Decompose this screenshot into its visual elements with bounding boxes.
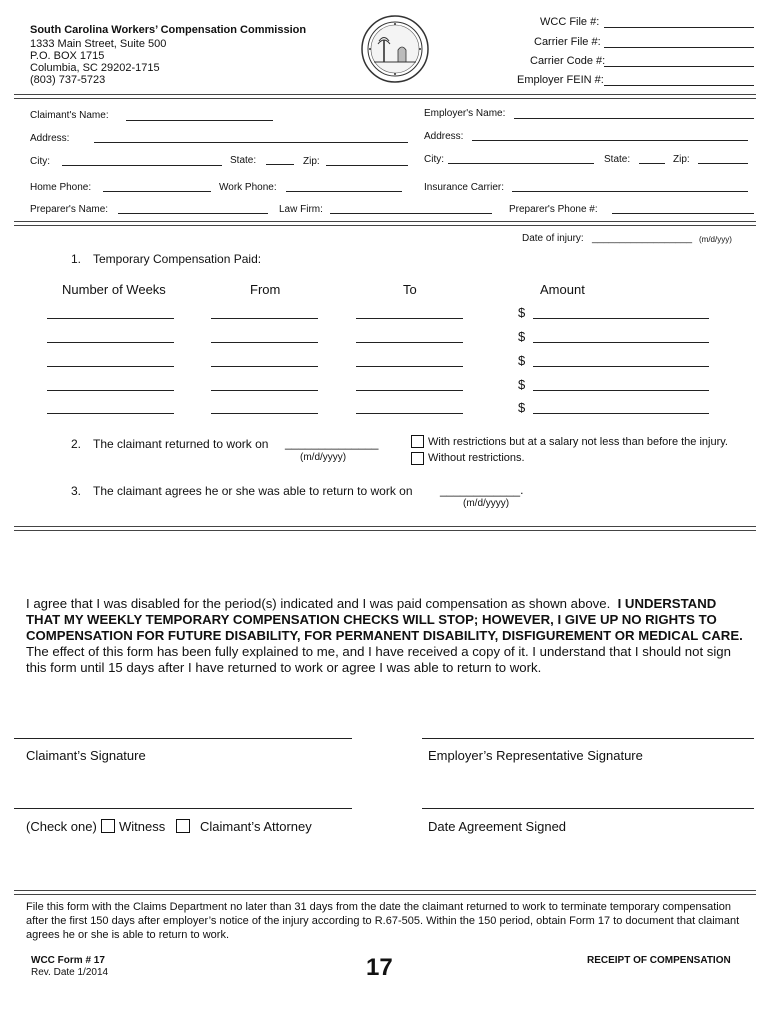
from-field-3[interactable] [211, 366, 318, 367]
section2-number: 2. [71, 437, 82, 451]
weeks-field-2[interactable] [47, 342, 174, 343]
agency-address-3: Columbia, SC 29202-1715 [30, 62, 160, 74]
employer-state-label: State: [604, 154, 631, 165]
section2-date-format: (m/d/yyyy) [300, 452, 347, 463]
to-field-5[interactable] [356, 413, 463, 414]
form-title: RECEIPT OF COMPENSATION [587, 955, 731, 966]
sections-divider [14, 526, 756, 531]
footer-divider [14, 890, 756, 895]
col-amount-header: Amount [540, 282, 585, 297]
with-restrictions-label: With restrictions but at a salary not less than before the injury. [428, 436, 728, 448]
from-field-2[interactable] [211, 342, 318, 343]
able-to-return-date-field[interactable]: ____________. [440, 483, 524, 497]
preparer-name-label: Preparer's Name: [30, 204, 109, 215]
date-of-injury-format: (m/d/yyy) [699, 235, 732, 244]
claimant-address-label: Address: [30, 133, 70, 144]
date-signed-line[interactable] [422, 808, 754, 809]
section3-number: 3. [71, 484, 82, 498]
employer-city-field[interactable] [448, 163, 594, 164]
claimant-signature-line[interactable] [14, 738, 352, 739]
wcc-file-field[interactable] [604, 27, 754, 28]
claimant-name-label: Claimant's Name: [30, 110, 109, 121]
carrier-code-label: Carrier Code #: [530, 55, 606, 67]
claimant-city-field[interactable] [62, 165, 222, 166]
section3-date-format: (m/d/yyyy) [463, 498, 510, 509]
law-firm-field[interactable] [330, 213, 492, 214]
weeks-field-5[interactable] [47, 413, 174, 414]
witness-label: Witness [119, 819, 166, 834]
employer-signature-label: Employer’s Representative Signature [428, 748, 643, 763]
claimant-zip-label: Zip: [303, 156, 320, 167]
section2-text: The claimant returned to work on [93, 437, 269, 451]
form-big-number: 17 [366, 954, 393, 981]
claimant-name-field[interactable] [126, 120, 273, 121]
claimant-address-field[interactable] [94, 142, 408, 143]
claimant-zip-field[interactable] [326, 165, 408, 166]
dollar-sign-5: $ [518, 400, 526, 415]
employer-name-field[interactable] [514, 118, 754, 119]
employer-address-field[interactable] [472, 140, 748, 141]
employer-signature-line[interactable] [422, 738, 754, 739]
claimant-state-label: State: [230, 155, 257, 166]
section1-number: 1. [71, 252, 82, 266]
to-field-4[interactable] [356, 390, 463, 391]
employer-fein-label: Employer FEIN #: [517, 74, 604, 86]
section3-text: The claimant agrees he or she was able to return to work on [93, 484, 413, 498]
preparer-phone-label: Preparer's Phone #: [509, 204, 598, 215]
date-of-injury-field[interactable]: __________________ [592, 233, 693, 244]
to-field-1[interactable] [356, 318, 463, 319]
amount-field-2[interactable] [533, 342, 709, 343]
form-number: WCC Form # 17 [31, 955, 105, 966]
preparer-name-field[interactable] [118, 213, 268, 214]
weeks-field-4[interactable] [47, 390, 174, 391]
from-field-4[interactable] [211, 390, 318, 391]
wcc-file-label: WCC File #: [540, 16, 600, 28]
employer-city-label: City: [424, 154, 444, 165]
state-seal-icon [360, 14, 430, 84]
home-phone-field[interactable] [103, 191, 211, 192]
insurance-carrier-label: Insurance Carrier: [424, 182, 505, 193]
agreement-warning: I UNDERSTAND THAT MY WEEKLY TEMPORARY COMPENSATION CHECKS WILL STOP; HOWEVER, I GIVE UP NO RIGHTS TO COMPENSATION FOR FUTURE DISABILITY, FOR PERMANENT DISABILITY, DISFIGUREMENT OR MEDICAL CARE. [26, 596, 743, 643]
agreement-part1: I agree that I was disabled for the period(s) indicated and I was paid compensation as shown above. [26, 596, 611, 611]
amount-field-1[interactable] [533, 318, 709, 319]
work-phone-label: Work Phone: [219, 182, 277, 193]
carrier-file-field[interactable] [604, 47, 754, 48]
employer-fein-field[interactable] [604, 85, 754, 86]
agreement-part3: The effect of this form has been fully explained to me, and I have received a copy of it. I understand that I should not sign this form until 15 days after I have returned to work or agree I was able to return to work. [26, 644, 731, 675]
dollar-sign-2: $ [518, 329, 526, 344]
with-restrictions-checkbox[interactable] [411, 435, 424, 448]
header-divider [14, 94, 756, 99]
witness-signature-line[interactable] [14, 808, 352, 809]
insurance-carrier-field[interactable] [512, 191, 748, 192]
to-field-3[interactable] [356, 366, 463, 367]
dollar-sign-4: $ [518, 377, 526, 392]
check-one-label: (Check one) [26, 819, 97, 834]
date-of-injury-label: Date of injury: [522, 233, 584, 244]
home-phone-label: Home Phone: [30, 182, 92, 193]
section1-title: Temporary Compensation Paid: [93, 252, 262, 266]
amount-field-3[interactable] [533, 366, 709, 367]
employer-name-label: Employer's Name: [424, 108, 506, 119]
agency-address-2: P.O. BOX 1715 [30, 50, 105, 62]
without-restrictions-checkbox[interactable] [411, 452, 424, 465]
claimant-state-field[interactable] [266, 164, 294, 165]
to-field-2[interactable] [356, 342, 463, 343]
return-to-work-date-field[interactable]: ______________ [285, 436, 379, 450]
weeks-field-3[interactable] [47, 366, 174, 367]
attorney-checkbox[interactable] [176, 819, 190, 833]
weeks-field-1[interactable] [47, 318, 174, 319]
agency-name: South Carolina Workers’ Compensation Commission [30, 24, 307, 36]
date-signed-label: Date Agreement Signed [428, 819, 567, 834]
preparer-phone-field[interactable] [612, 213, 754, 214]
col-from-header: From [250, 282, 281, 297]
carrier-file-label: Carrier File #: [534, 36, 601, 48]
work-phone-field[interactable] [286, 191, 402, 192]
without-restrictions-label: Without restrictions. [428, 452, 525, 464]
claimant-city-label: City: [30, 156, 50, 167]
employer-address-label: Address: [424, 131, 464, 142]
filing-instructions: File this form with the Claims Department no later than 31 days from the date the claimant returned to work to terminate temporary compensation after the first 150 days after employer’s notice of the injury according to R.67-505. Within the 150 period, obtain Form 17 to document that claimant agrees he or she is able to return to work. [26, 901, 740, 941]
law-firm-label: Law Firm: [279, 204, 323, 215]
from-field-5[interactable] [211, 413, 318, 414]
parties-divider [14, 221, 756, 226]
carrier-code-field[interactable] [604, 66, 754, 67]
from-field-1[interactable] [211, 318, 318, 319]
agency-phone: (803) 737-5723 [30, 74, 106, 86]
col-to-header: To [403, 282, 417, 297]
amount-field-4[interactable] [533, 390, 709, 391]
dollar-sign-3: $ [518, 353, 526, 368]
employer-state-field[interactable] [639, 163, 665, 164]
col-weeks-header: Number of Weeks [62, 282, 166, 297]
witness-checkbox[interactable] [101, 819, 115, 833]
attorney-label: Claimant’s Attorney [200, 819, 312, 834]
agreement-paragraph [26, 596, 746, 676]
dollar-sign-1: $ [518, 305, 526, 320]
claimant-signature-label: Claimant’s Signature [26, 748, 146, 763]
employer-zip-label: Zip: [673, 154, 690, 165]
agency-address-1: 1333 Main Street, Suite 500 [30, 38, 167, 50]
rev-date: Rev. Date 1/2014 [31, 967, 109, 978]
amount-field-5[interactable] [533, 413, 709, 414]
employer-zip-field[interactable] [698, 163, 748, 164]
